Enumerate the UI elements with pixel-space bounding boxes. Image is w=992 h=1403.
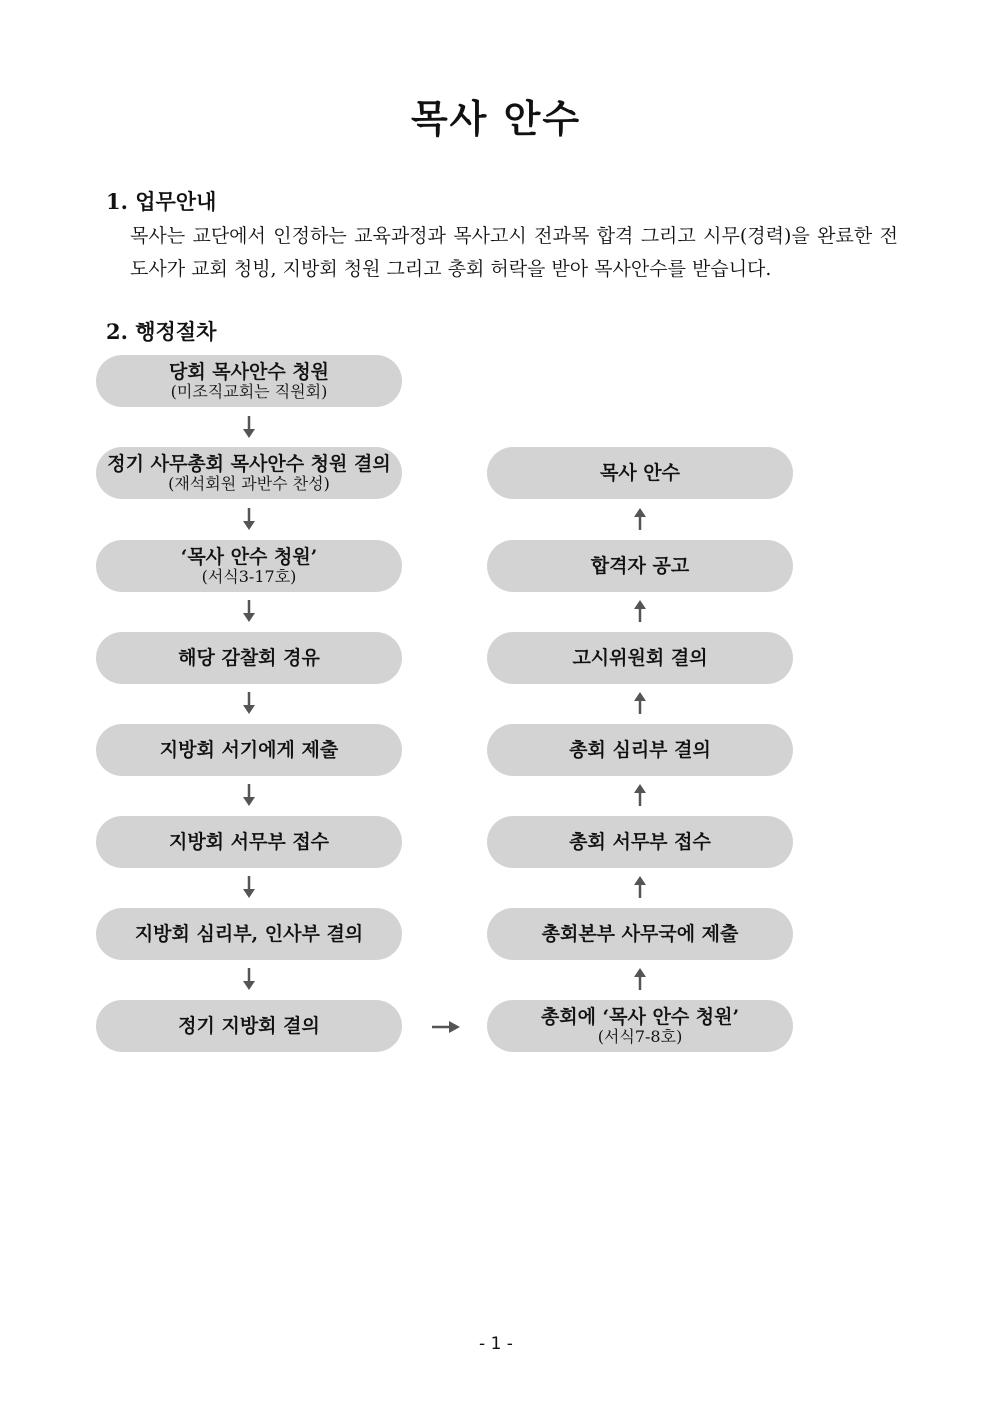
- flow-step-label: 정기 지방회 결의: [178, 1014, 320, 1037]
- arrow-down-icon: [243, 416, 255, 438]
- flow-step-label: 합격자 공고: [590, 554, 690, 577]
- flow-step-sublabel: (재석회원 과반수 찬성): [168, 474, 330, 493]
- page-title: 목사 안수: [410, 96, 582, 141]
- flow-step-box: [487, 1000, 793, 1052]
- flow-step-label: 지방회 서기에게 제출: [159, 738, 339, 761]
- flow-step-label: 목사 안수: [599, 461, 681, 484]
- section-heading-guide: 1. 업무안내: [106, 189, 217, 214]
- flow-step-box: [96, 540, 402, 592]
- flow-step-box: [487, 908, 793, 960]
- arrow-up-icon: [634, 600, 646, 622]
- flow-step-label: 당회 목사안수 청원: [168, 361, 330, 383]
- page-number: - 1 -: [479, 1334, 513, 1354]
- flow-step-sublabel: (서식3-17호): [201, 567, 297, 586]
- arrow-right-icon: [432, 1021, 460, 1033]
- flow-step-label: 정기 사무총회 목사안수 청원 결의: [107, 453, 391, 475]
- flow-step-box: [96, 724, 402, 776]
- flow-step-label: 고시위원회 결의: [572, 646, 708, 669]
- guide-paragraph: 목사는 교단에서 인정하는 교육과정과 목사고시 전과목 합격 그리고 시무(경력)을 완료한 전도사가 교회 청빙, 지방회 청원 그리고 총회 허락을 받아 목사안수를 받습니다.: [130, 225, 898, 280]
- flow-step-label: 총회 심리부 결의: [569, 738, 711, 761]
- flow-step-box: [96, 816, 402, 868]
- flow-step-label: 지방회 서무부 접수: [168, 830, 330, 853]
- section-heading-procedure: 2. 행정절차: [106, 319, 217, 344]
- arrow-up-icon: [634, 968, 646, 990]
- arrow-up-icon: [634, 784, 646, 806]
- flow-step-label: 지방회 심리부, 인사부 결의: [134, 922, 364, 945]
- arrow-down-icon: [243, 600, 255, 622]
- arrow-up-icon: [634, 692, 646, 714]
- flow-step-box: [487, 632, 793, 684]
- flow-step-sublabel: (미조직교회는 직원회): [170, 382, 328, 401]
- flow-step-label: 총회본부 사무국에 제출: [541, 922, 739, 945]
- arrow-down-icon: [243, 876, 255, 898]
- flow-step-label: ‘목사 안수 청원’: [180, 546, 318, 568]
- arrow-down-icon: [243, 968, 255, 990]
- flow-step-box: [96, 632, 402, 684]
- flow-step-box: [96, 1000, 402, 1052]
- flow-step-box: [96, 908, 402, 960]
- flow-step-label: 총회에 ‘목사 안수 청원’: [540, 1006, 740, 1028]
- arrow-up-icon: [634, 876, 646, 898]
- flow-step-box: [96, 447, 402, 499]
- flow-step-label: 해당 감찰회 경유: [178, 646, 320, 669]
- flow-step-box: [96, 355, 402, 407]
- arrow-down-icon: [243, 508, 255, 530]
- flow-step-box: [487, 816, 793, 868]
- arrow-up-icon: [634, 508, 646, 530]
- flow-step-label: 총회 서무부 접수: [569, 830, 711, 853]
- arrow-down-icon: [243, 692, 255, 714]
- arrow-down-icon: [243, 784, 255, 806]
- flow-step-box: [487, 540, 793, 592]
- flow-step-box: [487, 447, 793, 499]
- flow-step-box: [487, 724, 793, 776]
- flow-step-sublabel: (서식7-8호): [597, 1027, 683, 1046]
